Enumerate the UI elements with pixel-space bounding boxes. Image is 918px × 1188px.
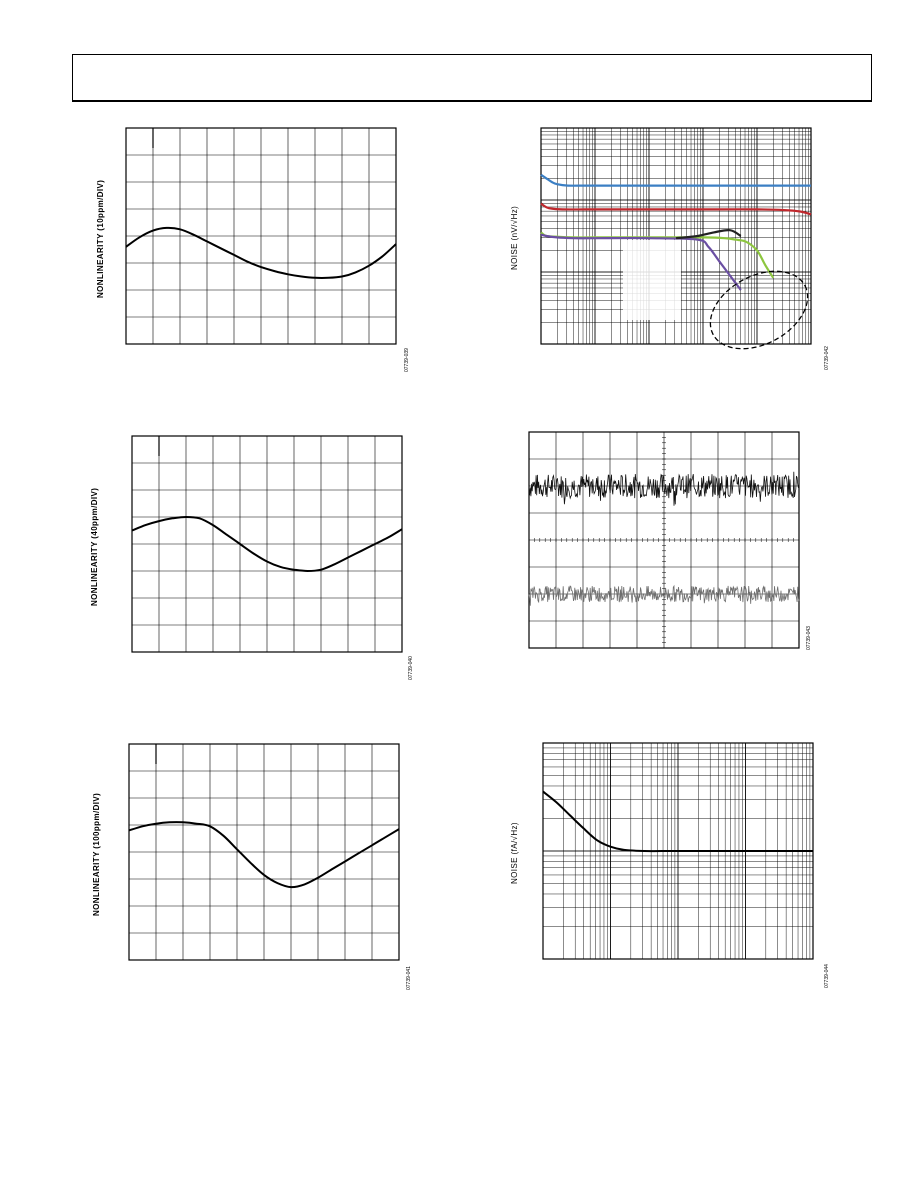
figure-id: 07739-042 <box>824 346 830 370</box>
page-header-box <box>72 54 872 102</box>
y-axis-label: NONLINEARITY (10ppm/DIV) <box>96 179 105 298</box>
figure-id: 07739-039 <box>404 348 410 372</box>
figure-id: 07739-041 <box>406 966 412 990</box>
chart-nonlinearity-1 <box>126 128 396 344</box>
figure-id: 07739-040 <box>408 656 414 680</box>
chart-nonlinearity-3 <box>129 744 399 960</box>
chart-nonlinearity-2 <box>132 436 402 652</box>
figure-id: 07739-043 <box>806 626 812 650</box>
chart-noise-time <box>529 432 799 648</box>
series-line <box>541 204 811 215</box>
chart-voltage-noise <box>541 128 811 344</box>
series-line <box>541 175 811 186</box>
y-axis-label: NONLINEARITY (40ppm/DIV) <box>90 487 99 606</box>
legend-area <box>623 240 681 320</box>
y-axis-label: NONLINEARITY (100ppm/DIV) <box>92 792 101 916</box>
figure-id: 07739-044 <box>824 964 830 988</box>
chart-current-noise <box>543 743 813 959</box>
y-axis-label: NOISE (fA/√Hz) <box>510 822 519 884</box>
y-axis-label: NOISE (nV/√Hz) <box>510 205 519 270</box>
